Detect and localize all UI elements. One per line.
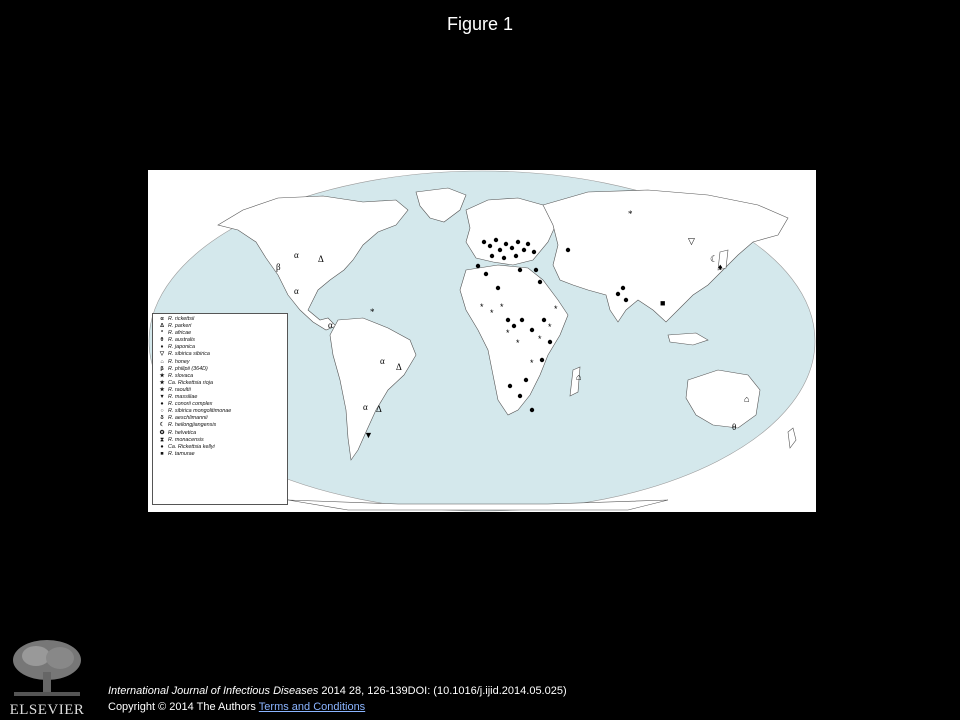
legend-label: R. heilongjiangensis	[168, 422, 217, 429]
marker-conorii-dot	[504, 242, 508, 246]
legend-symbol: ★	[159, 372, 165, 379]
marker-conorii-dot	[532, 250, 536, 254]
marker-conorii-dot	[512, 324, 516, 328]
legend-item	[156, 401, 284, 408]
legend-label: R. philipii (364D)	[168, 365, 208, 372]
marker-conorii-dot	[616, 292, 620, 296]
marker-honey-th: ■	[660, 298, 666, 308]
marker-rickettsii-br: α	[380, 356, 385, 366]
terms-link[interactable]: Terms and Conditions	[258, 701, 366, 713]
marker-rickettsii-mx: α	[294, 286, 299, 296]
elsevier-wordmark: ELSEVIER	[9, 702, 85, 718]
marker-honey-au: θ	[732, 422, 737, 432]
legend-symbol: ⧗	[160, 436, 164, 443]
marker-conorii-dot	[518, 268, 522, 272]
legend-item	[156, 387, 284, 394]
marker-conorii-dot	[488, 244, 492, 248]
legend-symbol: ★	[159, 379, 165, 386]
marker-africae: *	[548, 322, 552, 332]
new-zealand	[788, 428, 796, 448]
copyright-text: Copyright © 2014 The Authors	[108, 701, 256, 713]
legend-item	[156, 430, 284, 437]
marker-parkeri-br: Δ	[396, 362, 402, 372]
marker-conorii-dot	[548, 340, 552, 344]
legend-item	[156, 330, 284, 337]
figure-title: Figure 1	[446, 14, 514, 34]
legend-symbol: ■	[160, 450, 164, 457]
marker-africae: *	[530, 358, 534, 368]
marker-africae: *	[500, 302, 504, 312]
legend-symbol: β	[160, 365, 164, 372]
legend-symbol: Δ	[160, 323, 164, 330]
marker-sibirica-ru: *	[628, 209, 633, 219]
marker-conorii-dot	[508, 384, 512, 388]
marker-massiliae-ar: ▼	[364, 430, 373, 440]
legend-item	[156, 344, 284, 351]
marker-conorii-dot	[530, 328, 534, 332]
marker-conorii-dot	[524, 378, 528, 382]
legend-symbol: ●	[160, 401, 164, 408]
legend-label: R. rickettsii	[168, 316, 195, 322]
marker-africae: *	[554, 304, 558, 314]
legend-symbol: *	[160, 330, 164, 337]
legend-item	[156, 359, 284, 366]
marker-rickettsii-na: α	[294, 250, 299, 260]
legend-item	[156, 373, 284, 380]
map-legend	[152, 313, 288, 505]
tree-icon	[6, 636, 88, 702]
legend-symbol: δ	[160, 415, 164, 422]
legend-symbol: ☾	[159, 422, 165, 429]
marker-africae-reunion: ⌂	[576, 372, 582, 382]
legend-symbol: ✪	[159, 429, 165, 436]
marker-conorii-dot	[498, 248, 502, 252]
marker-australis: ⌂	[744, 394, 750, 404]
legend-label: R. aeschlimannii	[168, 415, 208, 422]
marker-africae: *	[506, 328, 510, 338]
marker-conorii-dot	[534, 268, 538, 272]
marker-conorii-dot	[484, 272, 488, 276]
marker-conorii-dot	[566, 248, 570, 252]
marker-conorii-dot	[516, 240, 520, 244]
legend-item	[156, 351, 284, 358]
legend-item	[156, 408, 284, 415]
marker-africae: *	[490, 308, 494, 318]
legend-item	[156, 415, 284, 422]
legend-symbol: ●	[160, 443, 164, 450]
world-map	[148, 170, 816, 512]
legend-item	[156, 337, 284, 344]
marker-conorii-dot	[496, 286, 500, 290]
marker-africae: *	[538, 334, 542, 344]
legend-item	[156, 316, 284, 323]
marker-conorii-dot	[540, 358, 544, 362]
marker-conorii-dot	[502, 256, 506, 260]
marker-parkeri-uy: Δ	[376, 404, 382, 414]
legend-label: R. sibirica mongolitimonae	[168, 408, 232, 415]
marker-conorii-dot	[530, 408, 534, 412]
legend-item	[156, 366, 284, 373]
legend-label: R. slovaca	[168, 372, 194, 379]
legend-symbol: ▼	[159, 394, 165, 401]
legend-label: R. helvetica	[168, 429, 197, 436]
copyright-line	[108, 701, 365, 713]
marker-japonica: ☾	[710, 254, 719, 264]
legend-item	[156, 380, 284, 387]
legend-item	[156, 422, 284, 429]
marker-philipii-na: β	[276, 262, 281, 272]
legend-symbol: ★	[159, 386, 165, 393]
marker-africae: *	[480, 302, 484, 312]
marker-conorii-dot	[514, 254, 518, 258]
marker-conorii-dot	[526, 242, 530, 246]
marker-conorii-dot	[506, 318, 510, 322]
legend-symbol: ♦	[160, 344, 164, 351]
marker-conorii-dot	[538, 280, 542, 284]
legend-label: R. conorii complex	[168, 401, 213, 408]
legend-symbol: ⌂	[160, 358, 164, 365]
legend-label: Ca. Rickettsia kellyi	[168, 443, 215, 450]
marker-conorii-dot	[522, 248, 526, 252]
marker-rickettsii-ar: α	[363, 402, 368, 412]
legend-item	[156, 394, 284, 401]
legend-symbol: θ	[160, 337, 164, 344]
legend-label: R. australis	[168, 337, 195, 344]
marker-conorii-dot	[624, 298, 628, 302]
legend-label: R. tamurae	[168, 450, 195, 457]
legend-label: R. africae	[168, 330, 192, 337]
legend-item	[156, 323, 284, 330]
marker-conorii-dot	[482, 240, 486, 244]
legend-label: R. sibirica sibirica	[168, 351, 210, 358]
marker-conorii-dot	[476, 264, 480, 268]
legend-symbol: α	[160, 316, 164, 322]
marker-parkeri-na: Δ	[318, 254, 324, 264]
legend-item	[156, 437, 284, 444]
journal-name: International Journal of Infectious Diseases	[108, 685, 319, 697]
legend-label: R. parkeri	[168, 323, 192, 330]
marker-rickettsii-ca: α	[328, 320, 333, 330]
marker-conorii-dot	[518, 394, 522, 398]
marker-conorii-dot	[542, 318, 546, 322]
legend-label: R. honey	[168, 358, 190, 365]
elsevier-logo	[6, 636, 88, 720]
marker-africae-carib: *	[370, 307, 375, 317]
marker-conorii-dot	[494, 238, 498, 242]
citation-line	[108, 685, 567, 697]
legend-item	[156, 444, 284, 451]
legend-label: Ca. Rickettsia rioja	[168, 379, 213, 386]
marker-conorii-dot	[490, 254, 494, 258]
legend-label: R. monacensis	[168, 436, 204, 443]
marker-conorii-dot	[510, 246, 514, 250]
marker-conorii-dot	[621, 286, 625, 290]
marker-heilongjiangensis: ▽	[688, 236, 695, 246]
legend-item	[156, 451, 284, 458]
citation-details: 2014 28, 126-139DOI: (10.1016/j.ijid.2014.05.025)	[318, 685, 567, 697]
legend-symbol: ▽	[159, 351, 165, 358]
legend-label: R. massiliae	[168, 394, 198, 401]
marker-tamurae: ♦	[718, 262, 723, 272]
marker-africae: *	[516, 338, 520, 348]
legend-label: R. japonica	[168, 344, 195, 351]
legend-label: R. raoultii	[168, 386, 191, 393]
legend-symbol: ○	[160, 408, 164, 415]
marker-conorii-dot	[520, 318, 524, 322]
